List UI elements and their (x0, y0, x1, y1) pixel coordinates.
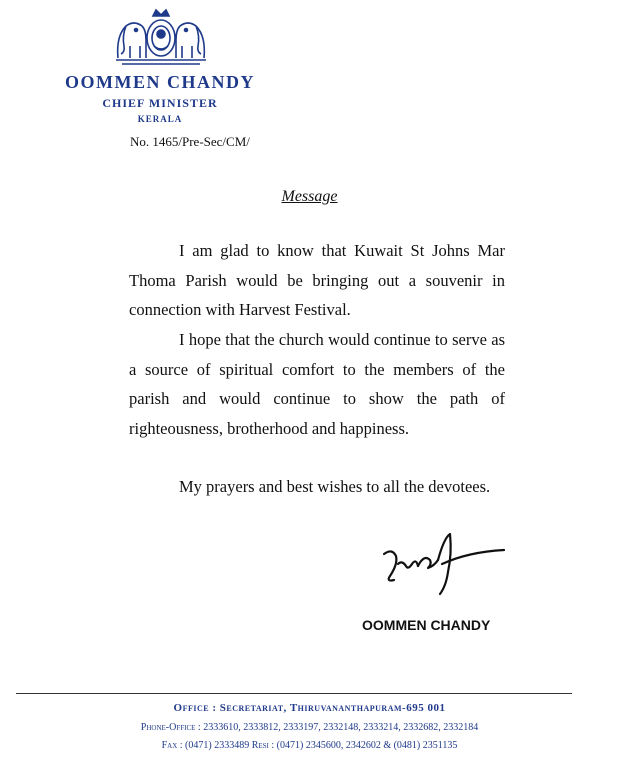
footer-phone-numbers: Phone-Office : 2333610, 2333812, 2333197, 2332148, 2333214, 2332682, 2332184 (140, 722, 479, 733)
message-heading: Message (281, 188, 338, 205)
message-paragraph-2 (129, 325, 505, 443)
message-paragraph-text: I am glad to know that Kuwait St Johns Mar Thoma Parish would be bringing out a souvenir in connection with Harvest Festival. (129, 241, 505, 319)
message-paragraph-3 (129, 472, 505, 502)
message-paragraph-text: My prayers and best wishes to all the devotees. (179, 477, 491, 496)
message-paragraph-1 (129, 236, 505, 325)
letterhead-title: CHIEF MINISTER (102, 96, 218, 110)
message-paragraph-text: I hope that the church would continue to serve as a source of spiritual comfort to the members of the parish and would continue to show the path of righteousness, brotherhood and happiness. (129, 330, 505, 438)
footer-fax-residence: Fax : (0471) 2333489 Resi : (0471) 2345600, 2342602 & (0481) 2351135 (161, 740, 458, 751)
letterhead-state: KERALA (137, 114, 183, 124)
handwritten-signature-icon (378, 524, 508, 596)
footer-divider (16, 693, 572, 694)
footer-office-address: Office : Secretariat, Thiruvananthapuram-695 001 (173, 702, 446, 714)
signer-name: OOMMEN CHANDY (362, 617, 491, 633)
kerala-state-emblem-icon (112, 6, 210, 68)
reference-number: No. 1465/Pre-Sec/CM/ (130, 134, 250, 149)
letterhead-name: OOMMEN CHANDY (65, 72, 255, 92)
